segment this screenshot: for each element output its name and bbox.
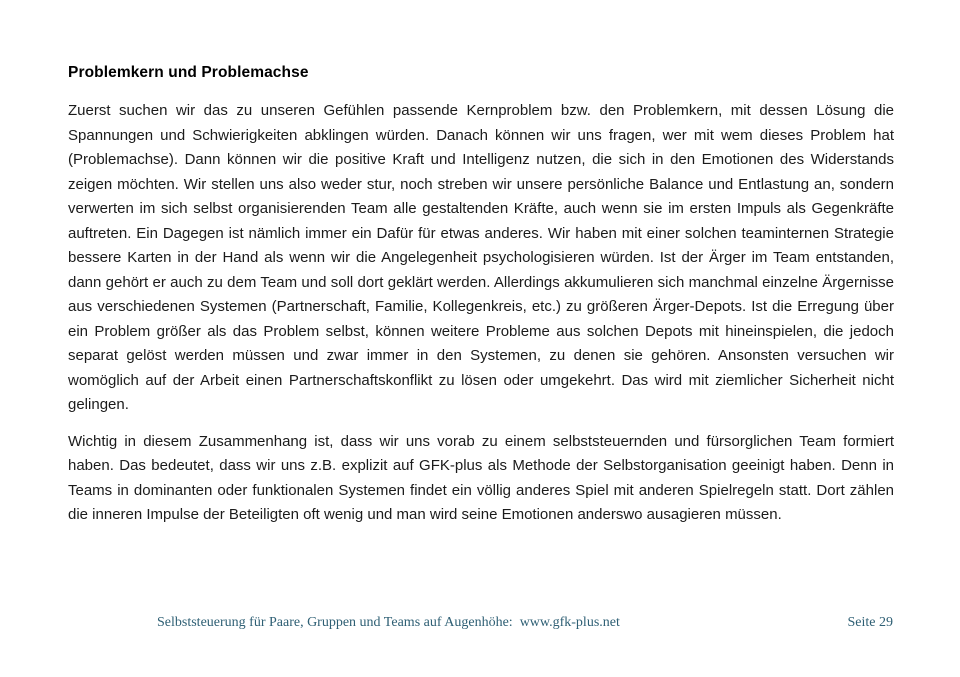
body-paragraph-1: Zuerst suchen wir das zu unseren Gefühlen passende Kernproblem bzw. den Problemkern, mit dessen Lösung die Spannungen und Schwierigkeiten abklingen würden. Danach können wir uns fragen, wer mit wem dieses Problem hat (Problemachse). Dann können wir die positive Kraft und Intelligenz nutzen, die sich in den Emotionen des Widerstands zeigen möchten. Wir stellen uns also weder stur, noch streben wir unsere persönliche Balance und Entlastung an, sondern verwerten im sich selbst organisierenden Team alle gestaltenden Kräfte, auch wenn sie im ersten Impuls als Gegenkräfte auftreten. Ein Dagegen ist nämlich immer ein Dafür für etwas anderes. Wir haben mit einer solchen teaminternen Strategie bessere Karten in der Hand als wenn wir die Angelegenheit psychologisieren würden. Ist der Ärger im Team entstanden, dann gehört er auch zu dem Team und soll dort geklärt werden. Allerdings akkumulieren sich manchmal einzelne Ärgernisse aus verschiedenen Systemen (Partnerschaft, Familie, Kollegenkreis, etc.) zu größeren Ärger-Depots. Ist die Erregung über ein Problem größer als das Problem selbst, können weitere Probleme aus solchen Depots mit hineinspielen, die jedoch separat gelöst werden müssen und zwar immer in den Systemen, zu denen sie gehören. Ansonsten versuchen wir womöglich auf der Arbeit einen Partnerschaftskonflikt zu lösen oder umgekehrt. Das wird mit ziemlicher Sicherheit nicht gelingen. [68,102,894,413]
footer-tagline [157,615,620,631]
body-paragraph-2: Wichtig in diesem Zusammenhang ist, dass wir uns vorab zu einem selbststeuernden und fürsorglichen Team formiert haben. Das bedeutet, dass wir uns z.B. explizit auf GFK-plus als Methode der Selbstorganisation geeinigt haben. Denn in Teams in dominanten oder funktionalen Systemen findet ein völlig anderes Spiel mit anderen Spielregeln statt. Dort zählen die inneren Impulse der Beteiligten oft wenig und man wird seine Emotionen anderswo ausagieren müssen. [68,432,894,523]
section-heading: Problemkern und Problemachse [68,64,309,81]
page-footer [68,615,893,635]
page-number: Seite 29 [847,615,893,630]
document-content [68,62,894,540]
footer-tagline-text: Selbststeuerung für Paare, Gruppen und Teams auf Augenhöhe: [157,615,513,630]
footer-url: www.gfk-plus.net [519,615,620,630]
